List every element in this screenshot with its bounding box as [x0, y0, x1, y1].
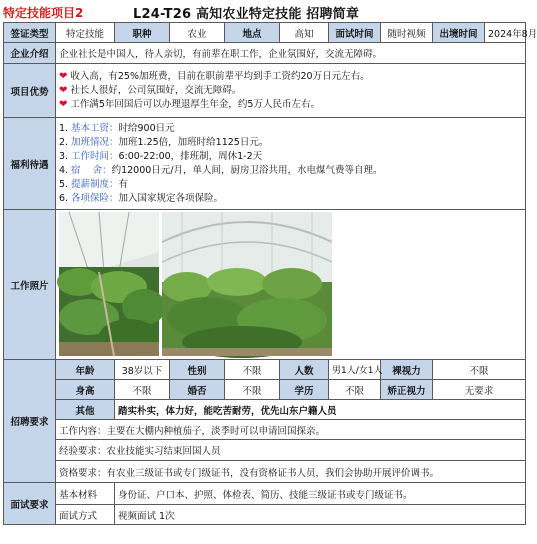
advantage-item: ❤ 社长人很好，公司氛围好，交流无障碍。: [59, 84, 242, 96]
photos-label: 工作照片: [4, 210, 56, 360]
headcount-value: 男1人/女1人: [329, 360, 381, 380]
experience-requirement: 经验要求：农业技能实习结束回国人员: [56, 440, 526, 461]
welfare-item: 6. 各项保险：加入国家规定各项保险。: [59, 192, 224, 204]
req-qual-row: [4, 461, 526, 483]
interview-time-value: 随时视频: [381, 23, 433, 43]
req-work-row: [4, 420, 526, 440]
job-type-value: 农业: [170, 23, 225, 43]
company-text: 企业社长是中国人，待人亲切，有前辈在职工作，企业氛围好，交流无障碍。: [56, 43, 526, 64]
departure-time-label: 出境时间: [433, 23, 485, 43]
req-other-row: [4, 400, 526, 420]
headcount-label: 人数: [280, 360, 329, 380]
info-table: [3, 22, 537, 525]
marital-value: 不限: [225, 380, 280, 400]
company-row: [4, 43, 526, 64]
naked-vision-label: 裸视力: [381, 360, 433, 380]
basic-info-row: [4, 23, 526, 43]
method-label: 面试方式: [56, 505, 115, 525]
page-title: L24-T26 高知农业特定技能 招聘简章: [133, 7, 360, 22]
company-label: 企业介绍: [4, 43, 56, 64]
age-label: 年龄: [56, 360, 115, 380]
requirements-label: 招聘要求: [4, 360, 56, 483]
heart-icon: ❤: [59, 84, 68, 96]
interview-time-label: 面试时间: [329, 23, 381, 43]
advantages-row: [4, 64, 526, 118]
materials-text: 身份证、户口本、护照、体检表、简历、技能三级证书或专门级证书。: [115, 483, 526, 505]
req-row-2: [4, 380, 526, 400]
gender-label: 性别: [170, 360, 225, 380]
greenhouse-photo-2: [162, 212, 332, 356]
marital-label: 婚否: [170, 380, 225, 400]
visa-type-value: 特定技能: [56, 23, 115, 43]
heart-icon: ❤: [59, 98, 68, 110]
corrected-vision-label: 矫正视力: [381, 380, 433, 400]
welfare-list: [56, 118, 526, 210]
age-value: 38岁以下: [115, 360, 170, 380]
interview-method-row: [4, 505, 526, 525]
work-content: 工作内容：主要在大棚内种植茄子，淡季时可以申请回国探亲。: [56, 420, 526, 440]
advantage-item: ❤ 工作满5年回国后可以办理退厚生年金，约5万人民币左右。: [59, 98, 320, 110]
education-label: 学历: [280, 380, 329, 400]
departure-time-value: 2024年8月: [485, 23, 526, 43]
other-text: 踏实朴实，体力好，能吃苦耐劳，优先山东户籍人员: [115, 400, 526, 420]
project-tag: 特定技能项目2: [3, 6, 84, 20]
visa-type-label: 签证类型: [4, 23, 56, 43]
header: [3, 2, 525, 22]
other-label: 其他: [56, 400, 115, 420]
photos-cell: [56, 210, 526, 360]
welfare-item: 5. 提薪制度：有: [59, 178, 129, 190]
naked-vision-value: 不限: [433, 360, 526, 380]
job-type-label: 职种: [115, 23, 170, 43]
education-value: 不限: [329, 380, 381, 400]
advantages-label: 项目优势: [4, 64, 56, 118]
welfare-item: 3. 工作时间：6:00-22:00，排班制，周休1-2天: [59, 150, 263, 162]
materials-label: 基本材料: [56, 483, 115, 505]
gender-value: 不限: [225, 360, 280, 380]
req-exp-row: [4, 440, 526, 461]
interview-label: 面试要求: [4, 483, 56, 525]
welfare-item: 1. 基本工资：时给900日元: [59, 122, 175, 134]
location-label: 地点: [225, 23, 280, 43]
height-label: 身高: [56, 380, 115, 400]
heart-icon: ❤: [59, 70, 68, 82]
method-text: 视频面试 1次: [115, 505, 526, 525]
location-value: 高知: [280, 23, 329, 43]
welfare-item: 2. 加班情况：加班1.25倍，加班时给1125日元。: [59, 136, 269, 148]
photos-row: [4, 210, 526, 360]
advantages-list: [56, 64, 526, 118]
welfare-label: 福利待遇: [4, 118, 56, 210]
welfare-item: 4. 宿 舍：约12000日元/月，单人间，厨房卫浴共用，水电煤气费等自理。: [59, 164, 383, 176]
qualification-requirement: 资格要求：有农业三级证书或专门级证书，没有资格证书人员，我们会协助开展评价调书。: [56, 461, 526, 483]
corrected-vision-value: 无要求: [433, 380, 526, 400]
welfare-row: [4, 118, 526, 210]
req-row-1: [4, 360, 526, 380]
height-value: 不限: [115, 380, 170, 400]
greenhouse-photo-1: [59, 212, 159, 356]
advantage-item: ❤ 收入高，有25%加班费，目前在职前辈平均到手工资约20万日元左右。: [59, 70, 370, 82]
interview-materials-row: [4, 483, 526, 505]
